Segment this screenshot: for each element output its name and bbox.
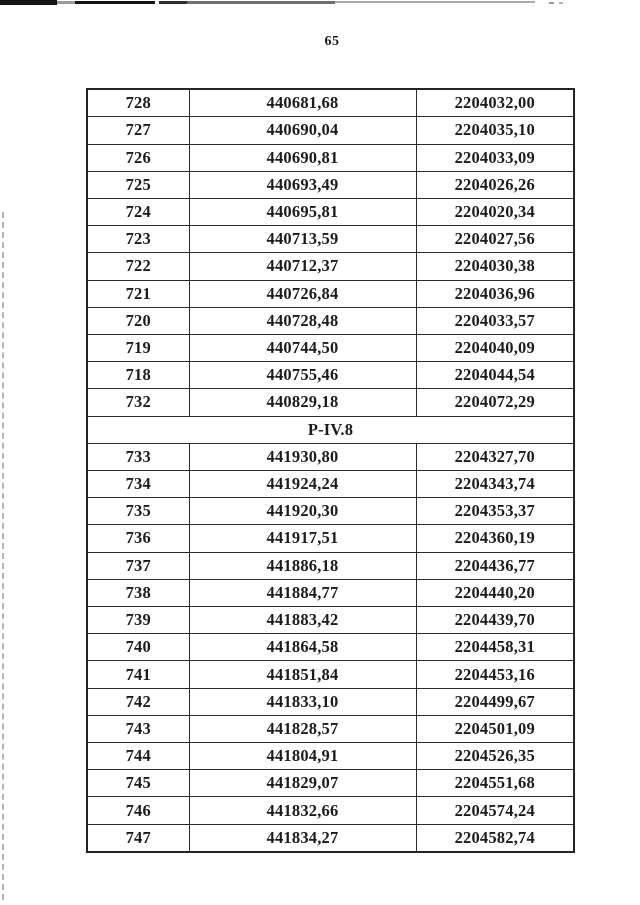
y-coordinate-cell: 2204453,16	[416, 661, 574, 688]
x-coordinate-cell: 441828,57	[189, 715, 416, 742]
table-row	[87, 443, 574, 470]
point-number-cell: 726	[87, 144, 189, 171]
table-row	[87, 552, 574, 579]
point-number-cell: 739	[87, 607, 189, 634]
table-row	[87, 607, 574, 634]
point-number-cell: 733	[87, 443, 189, 470]
table-row	[87, 307, 574, 334]
y-coordinate-cell: 2204582,74	[416, 824, 574, 852]
x-coordinate-cell: 440744,50	[189, 334, 416, 361]
table-row	[87, 117, 574, 144]
point-number-cell: 746	[87, 797, 189, 824]
y-coordinate-cell: 2204044,54	[416, 362, 574, 389]
x-coordinate-cell: 441834,27	[189, 824, 416, 852]
y-coordinate-cell: 2204574,24	[416, 797, 574, 824]
table-row	[87, 579, 574, 606]
point-number-cell: 740	[87, 634, 189, 661]
x-coordinate-cell: 440681,68	[189, 89, 416, 117]
x-coordinate-cell: 440695,81	[189, 198, 416, 225]
y-coordinate-cell: 2204360,19	[416, 525, 574, 552]
table-row	[87, 525, 574, 552]
coordinate-table	[86, 88, 575, 853]
x-coordinate-cell: 441924,24	[189, 470, 416, 497]
y-coordinate-cell: 2204327,70	[416, 443, 574, 470]
x-coordinate-cell: 441884,77	[189, 579, 416, 606]
table-row	[87, 688, 574, 715]
y-coordinate-cell: 2204040,09	[416, 334, 574, 361]
point-number-cell: 744	[87, 743, 189, 770]
table-row	[87, 171, 574, 198]
scan-artifact-top-line	[335, 1, 535, 3]
x-coordinate-cell: 440713,59	[189, 226, 416, 253]
y-coordinate-cell: 2204027,56	[416, 226, 574, 253]
y-coordinate-cell: 2204526,35	[416, 743, 574, 770]
point-number-cell: 720	[87, 307, 189, 334]
table-row	[87, 198, 574, 225]
y-coordinate-cell: 2204030,38	[416, 253, 574, 280]
y-coordinate-cell: 2204072,29	[416, 389, 574, 416]
y-coordinate-cell: 2204458,31	[416, 634, 574, 661]
y-coordinate-cell: 2204026,26	[416, 171, 574, 198]
point-number-cell: 719	[87, 334, 189, 361]
y-coordinate-cell: 2204499,67	[416, 688, 574, 715]
table-row	[87, 253, 574, 280]
table-row	[87, 797, 574, 824]
y-coordinate-cell: 2204439,70	[416, 607, 574, 634]
x-coordinate-cell: 441917,51	[189, 525, 416, 552]
point-number-cell: 741	[87, 661, 189, 688]
table-row	[87, 280, 574, 307]
table-row	[87, 498, 574, 525]
x-coordinate-cell: 440693,49	[189, 171, 416, 198]
y-coordinate-cell: 2204033,09	[416, 144, 574, 171]
table-row	[87, 661, 574, 688]
table-row	[87, 334, 574, 361]
y-coordinate-cell: 2204033,57	[416, 307, 574, 334]
scan-artifact-left-margin-line	[2, 212, 4, 900]
y-coordinate-cell: 2204020,34	[416, 198, 574, 225]
x-coordinate-cell: 441833,10	[189, 688, 416, 715]
point-number-cell: 728	[87, 89, 189, 117]
table-row	[87, 144, 574, 171]
y-coordinate-cell: 2204035,10	[416, 117, 574, 144]
table-row	[87, 715, 574, 742]
x-coordinate-cell: 440690,04	[189, 117, 416, 144]
table-row	[87, 362, 574, 389]
x-coordinate-cell: 441930,80	[189, 443, 416, 470]
point-number-cell: 724	[87, 198, 189, 225]
point-number-cell: 722	[87, 253, 189, 280]
point-number-cell: 725	[87, 171, 189, 198]
section-header-row	[87, 416, 574, 443]
x-coordinate-cell: 440829,18	[189, 389, 416, 416]
section-header-cell: P-IV.8	[87, 416, 574, 443]
point-number-cell: 742	[87, 688, 189, 715]
point-number-cell: 721	[87, 280, 189, 307]
coordinate-table-body	[87, 89, 574, 852]
table-row	[87, 770, 574, 797]
x-coordinate-cell: 441832,66	[189, 797, 416, 824]
x-coordinate-cell: 440755,46	[189, 362, 416, 389]
point-number-cell: 723	[87, 226, 189, 253]
point-number-cell: 732	[87, 389, 189, 416]
scan-artifact-top-line	[187, 1, 335, 4]
table-row	[87, 226, 574, 253]
x-coordinate-cell: 441829,07	[189, 770, 416, 797]
y-coordinate-cell: 2204501,09	[416, 715, 574, 742]
point-number-cell: 745	[87, 770, 189, 797]
x-coordinate-cell: 441920,30	[189, 498, 416, 525]
x-coordinate-cell: 441864,58	[189, 634, 416, 661]
scan-artifact-dot	[549, 2, 554, 4]
x-coordinate-cell: 441804,91	[189, 743, 416, 770]
x-coordinate-cell: 440690,81	[189, 144, 416, 171]
scan-artifact-top-line	[57, 1, 75, 4]
page-number: 65	[324, 34, 340, 49]
x-coordinate-cell: 440728,48	[189, 307, 416, 334]
table-row	[87, 470, 574, 497]
y-coordinate-cell: 2204036,96	[416, 280, 574, 307]
scan-artifact-top-line	[159, 1, 187, 4]
scan-artifact-dot	[559, 2, 563, 4]
y-coordinate-cell: 2204551,68	[416, 770, 574, 797]
table-row	[87, 89, 574, 117]
scan-artifact-top-line	[0, 0, 57, 5]
point-number-cell: 743	[87, 715, 189, 742]
point-number-cell: 738	[87, 579, 189, 606]
x-coordinate-cell: 440712,37	[189, 253, 416, 280]
point-number-cell: 736	[87, 525, 189, 552]
y-coordinate-cell: 2204440,20	[416, 579, 574, 606]
point-number-cell: 737	[87, 552, 189, 579]
y-coordinate-cell: 2204353,37	[416, 498, 574, 525]
table-row	[87, 634, 574, 661]
scan-artifact-top-line	[75, 1, 155, 4]
table-row	[87, 389, 574, 416]
y-coordinate-cell: 2204343,74	[416, 470, 574, 497]
y-coordinate-cell: 2204032,00	[416, 89, 574, 117]
y-coordinate-cell: 2204436,77	[416, 552, 574, 579]
x-coordinate-cell: 441851,84	[189, 661, 416, 688]
x-coordinate-cell: 441883,42	[189, 607, 416, 634]
table-row	[87, 824, 574, 852]
point-number-cell: 747	[87, 824, 189, 852]
point-number-cell: 727	[87, 117, 189, 144]
x-coordinate-cell: 440726,84	[189, 280, 416, 307]
point-number-cell: 718	[87, 362, 189, 389]
table-row	[87, 743, 574, 770]
point-number-cell: 735	[87, 498, 189, 525]
point-number-cell: 734	[87, 470, 189, 497]
x-coordinate-cell: 441886,18	[189, 552, 416, 579]
